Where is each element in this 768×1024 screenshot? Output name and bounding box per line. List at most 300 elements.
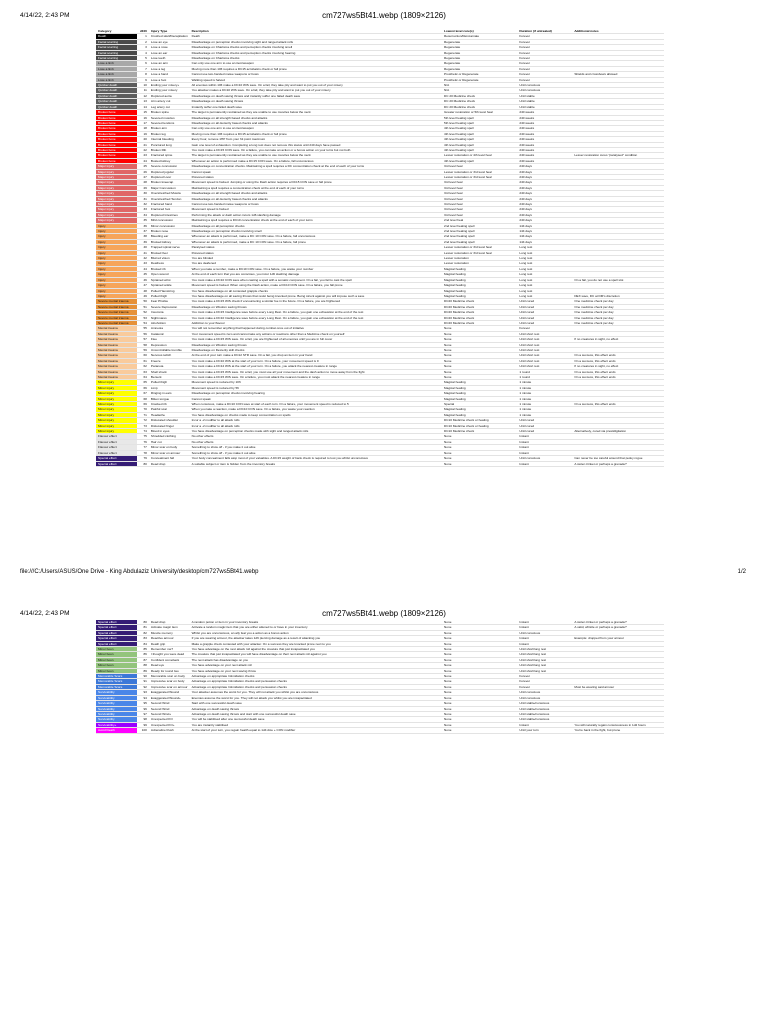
cell-category: Survivability [96,701,137,706]
cell-lowest-cure: 3rd level heal [442,207,517,212]
cell-lowest-cure: Magical healing [442,391,517,396]
cell-description: Your movement speed is zero and cannot take any actions or reactions other than a Medicine check on yourself [190,331,442,336]
cell-category: Memorable Scars [96,684,137,689]
cell-duration: Until short/long rest [517,652,572,657]
cell-injury-type: Pulled Hamstring [149,288,190,293]
cell-description: You are deafened [190,261,442,266]
cell-lowest-cure: None [442,701,517,706]
column-header-d100: d100 [137,29,149,34]
cell-d100: 83 [137,636,149,641]
cell-description: Incur a -2 modifier to all attack rolls [190,418,442,423]
cell-injury-type: Activate magic item [149,625,190,630]
cell-description: Make a grapple check contested with your attacker. On a success they are knocked prone next to you [190,641,442,646]
cell-duration: 1 minute [517,402,572,407]
cell-injury-type: Crushed skull/Decapitation [150,34,188,39]
cell-d100: 62 [137,364,149,369]
cell-duration: Instant [517,461,572,466]
cell-d100: 44 [137,266,149,271]
cell-lowest-cure: 3rd level heal [442,164,517,169]
cell-lowest-cure: Resurrection/Reincarnate [442,34,517,39]
cell-category: Quicker death [96,99,137,104]
page-header [0,8,768,22]
cell-injury-type: Second Wind+ [149,711,190,716]
cell-lowest-cure: None [442,358,517,363]
cell-lowest-cure: DC10 Medicine check or healing [442,423,517,428]
injury-table [96,29,664,467]
cell-injury-type: Severe Depression [149,304,190,309]
cell-duration: 1 minute [517,396,572,401]
cell-duration: 1 minute [517,412,572,417]
cell-duration: Until stable [517,104,572,109]
cell-lowest-cure: None [442,326,517,331]
cell-lowest-cure: Lesser restoration or 3rd level heal [442,174,517,179]
cell-injury-type: Fear Phobia [149,299,190,304]
cell-d100: 45 [137,272,149,277]
cell-lowest-cure: 3rd level heal [442,212,517,217]
cell-duration: Long rest [517,277,572,282]
cell-injury-type: Exaggerated Wound [149,690,190,695]
cell-duration: Instant [517,434,572,439]
cell-injury-type: Broken nose [149,229,190,234]
cell-description: Cannot speak [190,396,442,401]
cell-duration: Until conscious [517,695,572,700]
cell-d100: 51 [137,304,149,309]
cell-description: You have advantage on the next attack roll against the creature that just incapacitated you [190,647,442,652]
cell-description: Disadvantage on perception checks involving hearing [190,391,442,396]
cell-lowest-cure: 4th level healing spell [442,158,517,163]
cell-lowest-cure: None [442,620,517,625]
cell-injury-type: Overstretched Muscle [149,191,190,196]
cell-description: No other effects [190,439,442,444]
cell-injury-type: Flee [149,337,190,342]
cell-description: Gain one level of exhaustion. Completing a long rest does not remove this status until 240 days have passed [190,142,442,147]
cell-duration: 240 weeks [517,120,572,125]
cell-duration: 144 days [517,239,572,244]
cell-description: No other effects [190,434,442,439]
cell-description: Whenever an action is performed make a DC15 CON save. On a failure, fall unconscious [190,158,442,163]
cell-d100: 1 [137,34,149,39]
cell-notes: On a success, this effect ends [572,353,664,358]
cell-description: Your attacker assumes the worst for you. They will not attack you whilst you are unconscious [190,690,442,695]
cell-lowest-cure: None [442,337,517,342]
cell-duration: Until short rest [517,353,572,358]
cell-injury-type: Limp [149,385,190,390]
cell-d100: 9 [137,77,149,82]
cell-injury-type: Lose an eye [149,39,190,44]
cell-lowest-cure: None [442,684,517,689]
cell-duration: Long rest [517,261,572,266]
cell-description: The target is permanently restrained as they are unable to use muscles below the neck [190,153,442,158]
cell-lowest-cure: 4th level healing spell [442,131,517,136]
cell-category: Minor boon [96,652,137,657]
cell-category: Special effect [96,641,137,646]
cell-duration: 1 minute [517,385,572,390]
cell-category: Survivability [96,695,137,700]
cell-category: Minor injury [96,423,137,428]
cell-category: Special effect [96,625,137,630]
cell-injury-type: Impressive scar on armour [149,684,190,689]
cell-category: Minor boon [96,657,137,662]
cell-category: Minor injury [96,418,137,423]
cell-duration: 144 days [517,223,572,228]
cell-category: Major injury [96,207,137,212]
cell-duration: Forever [517,61,572,66]
cell-category: Mental trauma [96,342,137,347]
cell-d100: 91 [137,679,149,684]
cell-category: Broken bone [96,153,137,158]
cell-duration: Until conscious [517,690,572,695]
cell-category: Injury [96,245,137,250]
cell-duration: Forever [517,679,572,684]
cell-injury-type: Severed tendons [149,120,190,125]
cell-category: Minor injury [96,407,137,412]
cell-description: Paralysed status [190,245,442,250]
cell-category: Injury [96,283,137,288]
cell-notes: One medicine check per day [572,315,664,320]
cell-duration: 1 minute [517,407,572,412]
page-title: cm727ws5Bt41.webp (1809×2126) [322,609,446,618]
cell-lowest-cure: 5th level healing spell [442,120,517,125]
cell-category: Broken bone [96,110,137,115]
cell-injury-type: Shell shock [149,369,190,374]
cell-d100: 37 [137,229,149,234]
cell-injury-type: Bruised kidney [149,239,190,244]
cell-lowest-cure: 4th level healing spell [442,147,517,152]
cell-lowest-cure: Magical healing [442,266,517,271]
cell-duration: 240 days [517,202,572,207]
cell-description: Whenever an attack is performed, make a DC 10 CON save. On a failure, fall unconscious [190,234,442,239]
cell-d100: 47 [137,283,149,288]
cell-lowest-cure: None [442,679,517,684]
cell-injury-type: Hair cut [149,439,190,444]
column-header-notes: Additional notes [572,29,664,34]
cell-duration: 240 weeks [517,137,572,142]
cell-lowest-cure: 2nd level healing spell [442,239,517,244]
cell-injury-type: Severed muscles [149,115,190,120]
cell-injury-type: Dislocated finger [149,423,190,428]
cell-injury-type: Second Wind [149,706,190,711]
cell-injury-type: Berserk [149,375,190,380]
cell-injury-type: Cracked rib [149,402,190,407]
cell-lowest-cure: Greater restoration or 5th level heal [442,110,517,115]
cell-description: Disadvantage on perception checks involving sight and ranged attack rolls [190,39,442,44]
cell-category: Avoid Death [96,728,137,733]
cell-injury-type: Bruised liver [149,250,190,255]
cell-duration: Until short rest [517,331,572,336]
cell-injury-type: Fractured foot [149,207,190,212]
cell-notes: You will naturally regain consciousness in 1d4 hours [572,722,664,727]
cell-category: Major injury [96,164,137,169]
cell-d100: 85 [137,647,149,652]
cell-notes: Shields and crossbows allowed [572,72,664,77]
cell-lowest-cure: Magical healing [442,277,517,282]
cell-description: At the start of your turn, you regain health equal to 1d4 dice + CON modifier [190,728,442,733]
cell-lowest-cure: None [442,461,517,466]
cell-description: Addiction to your flavour [190,320,442,325]
cell-duration: Long rest [517,250,572,255]
cell-d100: 97 [137,711,149,716]
cell-category: Survivability [96,717,137,722]
cell-description: Disadvantage on Wisdom saving throws [190,304,442,309]
cell-category: Mental trauma [96,331,137,336]
cell-injury-type: Nervous twitch [149,353,190,358]
cell-description: Whilst you are unconscious, an ally feat you a action as a bonus action [190,630,442,635]
cell-d100: 82 [137,630,149,635]
cell-injury-type: Lose a foot [149,77,190,82]
cell-lowest-cure: 4th level healing spell [442,126,517,131]
cell-category: Minor injury [96,429,137,434]
cell-d100: 46 [137,277,149,282]
cell-category: Survivability [96,706,137,711]
cell-injury-type: Busted kidney [149,158,190,163]
cell-duration: Until conscious [517,83,572,88]
cell-category: Lose a limb [96,72,137,77]
cell-d100: 23 [137,153,149,158]
cell-description: Disadvantage on concentration checks. Maintaining a spell requires a DC concentration check at the end of each of your turns [190,164,442,169]
cell-injury-type: Ruptured jugular [149,169,190,174]
cell-duration: Forever [517,45,572,50]
cell-d100: 71 [137,412,149,417]
cell-injury-type: Bruised rib [149,266,190,271]
cell-description: You must make a DC12 WIS at the start of your turn. On a failure, you attack the nearest creature in range [190,364,442,369]
cell-lowest-cure: None [442,663,517,668]
cell-injury-type: Minor concussion [149,223,190,228]
cell-description: When you take a reaction, make a DC10 CON save. On a failure, you waste your reaction [190,407,442,412]
cell-duration: 240 days [517,191,572,196]
cell-duration: Until cured [517,315,572,320]
cell-injury-type: Pulled thigh [149,293,190,298]
cell-category: Mental trauma [96,353,137,358]
cell-category: Broken bone [96,147,137,152]
cell-injury-type: Blood in eyes [149,429,190,434]
cell-description: You must make a DC10 WIS at the start of your turn. On a failure, your movement speed is 0 [190,358,442,363]
cell-description: Poisoned status [190,250,442,255]
cell-d100: 61 [137,358,149,363]
cell-category: Major injury [96,212,137,217]
cell-description: Disadvantage on death saving throws [190,99,442,104]
cell-injury-type: Painful scar [149,407,190,412]
cell-d100: 32 [137,202,149,207]
cell-description: You have disadvantage on perception checks made with sight and ranged attack rolls [190,429,442,434]
cell-description: Movement speed is halved [190,207,442,212]
cell-duration: Instant [517,641,572,646]
cell-lowest-cure: None [442,456,517,461]
cell-d100: 8 [137,72,149,77]
cell-duration: Instant [517,636,572,641]
cell-category: Quicker death [96,104,137,109]
cell-injury-type: Dead eye [149,663,190,668]
cell-lowest-cure: None [442,630,517,635]
cell-description: Movement speed is halved. When using the Dash action, make a DC10 CON save. On a failure, you fall prone [190,283,442,288]
cell-lowest-cure: None [442,625,517,630]
cell-category: Injury [96,272,137,277]
cell-description: You must make a DC10 Intelligence save before every Long Rest. On a failure, you gain one exhaustion at the end of the rest [190,315,442,320]
cell-description: At the end of each turn that you are conscious, you incur 1d6 slashing damage [190,272,442,277]
cell-duration: Until cured [517,423,572,428]
cell-lowest-cure: 5th level healing spell [442,115,517,120]
cell-duration: Until conscious [517,456,572,461]
cell-duration: Long rest [517,272,572,277]
table-row [96,728,664,733]
cell-description: You have advantage on your next saving throw [190,668,442,673]
cell-lowest-cure: Magical healing [442,288,517,293]
cell-description: Advantage on death saving throws and start with one successful death save [190,711,442,716]
cell-injury-type: Headache [149,412,190,417]
cell-category: Special effect [96,456,137,461]
cell-duration: Long rest [517,245,572,250]
page-number: 1/2 [737,569,746,575]
cell-lowest-cure: Regenerate [442,56,517,61]
cell-category: Minor injury [96,396,137,401]
cell-lowest-cure: None [442,342,517,347]
cell-category: Minor boon [96,668,137,673]
cell-category: Injury [96,261,137,266]
print-date: 4/14/22, 2:43 PM [20,610,70,617]
cell-duration: Until cured [517,429,572,434]
cell-description: Disadvantage on all strength based checks and attacks [190,115,442,120]
cell-d100: 55 [137,326,149,331]
cell-description: Death [190,34,442,39]
cell-injury-type: Trapped spinal nerve [149,245,190,250]
cell-category: Severe mental trauma [96,320,137,325]
cell-lowest-cure: DC20 Medicine check [442,320,517,325]
cell-d100: 39 [137,239,149,244]
cell-category: Major injury [96,218,137,223]
cell-duration: 240 days [517,169,572,174]
cell-injury-type: Broken kneecap [149,180,190,185]
cell-lowest-cure: 3rd level heal [442,196,517,201]
cell-injury-type: Dead drop [149,461,190,466]
cell-description: Incur a -2 modifier to all attack rolls [190,423,442,428]
cell-description: Something to show off - if you make it out alive [190,450,442,455]
cell-notes: One medicine check per day [572,299,664,304]
pdf-page-2 [0,600,768,1024]
cell-d100: 4 [137,50,149,55]
cell-lowest-cure: None [442,369,517,374]
cell-description: A suitable subject or item is hidden from the inventory breaks [190,461,442,466]
cell-description: Moving more than 10ft requires a DC15 acrobatics check or fall prone [190,131,442,136]
cell-duration: Forever [517,77,572,82]
cell-d100: 50 [137,299,149,304]
cell-d100: 33 [137,207,149,212]
cell-duration: Instant [517,625,572,630]
cell-lowest-cure: DC 20 Medicine check [442,104,517,109]
cell-duration: Until short rest [517,364,572,369]
cell-injury-type: Depression [149,342,190,347]
cell-d100: 57 [137,337,149,342]
cell-notes: A valid, whistle or perhaps a grenade? [572,625,664,630]
cell-d100: 25 [137,164,149,169]
cell-category: Major injury [96,202,137,207]
cell-d100: 6 [137,61,149,66]
cell-d100: 95 [137,701,149,706]
cell-duration: 240 days [517,196,572,201]
cell-duration: 240 weeks [517,158,572,163]
cell-d100: 76 [137,439,149,444]
cell-description: You must make a DC15 WIS check if encountering a similar foe in the future. On a failure, you are frightened [190,299,442,304]
cell-d100: 89 [137,668,149,673]
cell-description: Whenever an attack is performed, make a DC 10 CON save. On a failure, fall prone [190,239,442,244]
cell-lowest-cure: 3rd level heal [442,202,517,207]
cell-duration: Forever [517,72,572,77]
cell-duration: 1 round [517,375,572,380]
cell-category: Injury [96,250,137,255]
cell-injury-type: Insomnia [149,310,190,315]
cell-category: Injury [96,234,137,239]
cell-description: Advantage on appropriate Intimidation checks [190,674,442,679]
cell-duration: 240 days [517,185,572,190]
cell-duration: Until short/long rest [517,657,572,662]
cell-duration: 240 days [517,207,572,212]
cell-description: You must make a DC15 WIS save. On a fail, you are frightened of all enemies until you are in full cover [190,337,442,342]
cell-d100: 94 [137,695,149,700]
cell-injury-type: Remember me? [149,647,190,652]
cell-notes: One medicine check per day [572,310,664,315]
cell-d100: 12 [137,93,149,98]
cell-duration: 240 weeks [517,131,572,136]
cell-lowest-cure: Lesser restoration or 4th level heal [442,153,517,158]
cell-d100: 34 [137,212,149,217]
cell-category: Death [96,34,137,39]
cell-description: Disadvantage on all perception checks [190,223,442,228]
cell-description: Movement speed is reduced by 5ft [190,385,442,390]
cell-duration: 240 weeks [517,115,572,120]
cell-injury-type: Dead drop [149,620,190,625]
cell-d100: 65 [137,380,149,385]
cell-notes: On a success, this effect ends [572,358,664,363]
cell-lowest-cure: None [442,695,517,700]
cell-description: Instantly suffer one failed death save [190,104,442,109]
cell-category: Minor boon [96,663,137,668]
cell-description: Every hour, remove 1HP from your hit point maximum [190,137,442,142]
cell-description: Disadvantage on perception checks involving smell [190,229,442,234]
cell-injury-type: Fractured hand [149,202,190,207]
cell-description: Performing the attack or dash action incurs 1d6 slashing damage [190,212,442,217]
cell-d100: 79 [137,456,149,461]
cell-description: You have disadvantage on all saving throws that resist being knocked prone. Being struck against you will impose such a save [190,293,442,298]
cell-duration: Forever [517,326,572,331]
cell-d100: 29 [137,185,149,190]
cell-category: Major injury [96,191,137,196]
cell-description: You must make a DC15 WIS save. On a fail, you must use all your movement and the dash action to move away from the fight [190,369,442,374]
cell-duration: 240 weeks [517,110,572,115]
cell-lowest-cure: None [442,728,517,733]
cell-description: Advantage on death saving throws [190,706,442,711]
cell-injury-type: Reactive armour [149,636,190,641]
cell-category: Severe mental trauma [96,299,137,304]
cell-duration: 240 weeks [517,126,572,131]
cell-description: Walking speed is halved [190,77,442,82]
cell-injury-type: Blurred vision [149,256,190,261]
cell-description: Poisoned status [190,174,442,179]
cell-duration: Forever [517,50,572,55]
cell-lowest-cure: None [442,652,517,657]
cell-d100: 87 [137,657,149,662]
cell-duration: Until short rest [517,337,572,342]
cell-category: Mental trauma [96,337,137,342]
cell-duration: 144 days [517,229,572,234]
cell-d100: 19 [137,131,149,136]
cell-d100: 17 [137,120,149,125]
cell-duration: Until cured [517,304,572,309]
cell-category: Broken bone [96,142,137,147]
cell-injury-type: I thought you were dead [149,652,190,657]
cell-lowest-cure: None [442,439,517,444]
cell-description: Cannot use two-handed melee weapons or bows [190,72,442,77]
cell-category: Mental trauma [96,347,137,352]
cell-description: Enemies assume the worst for you. They will not attack you whilst you are incapacitated [190,695,442,700]
cell-description: The next attack has disadvantage on you [190,657,442,662]
